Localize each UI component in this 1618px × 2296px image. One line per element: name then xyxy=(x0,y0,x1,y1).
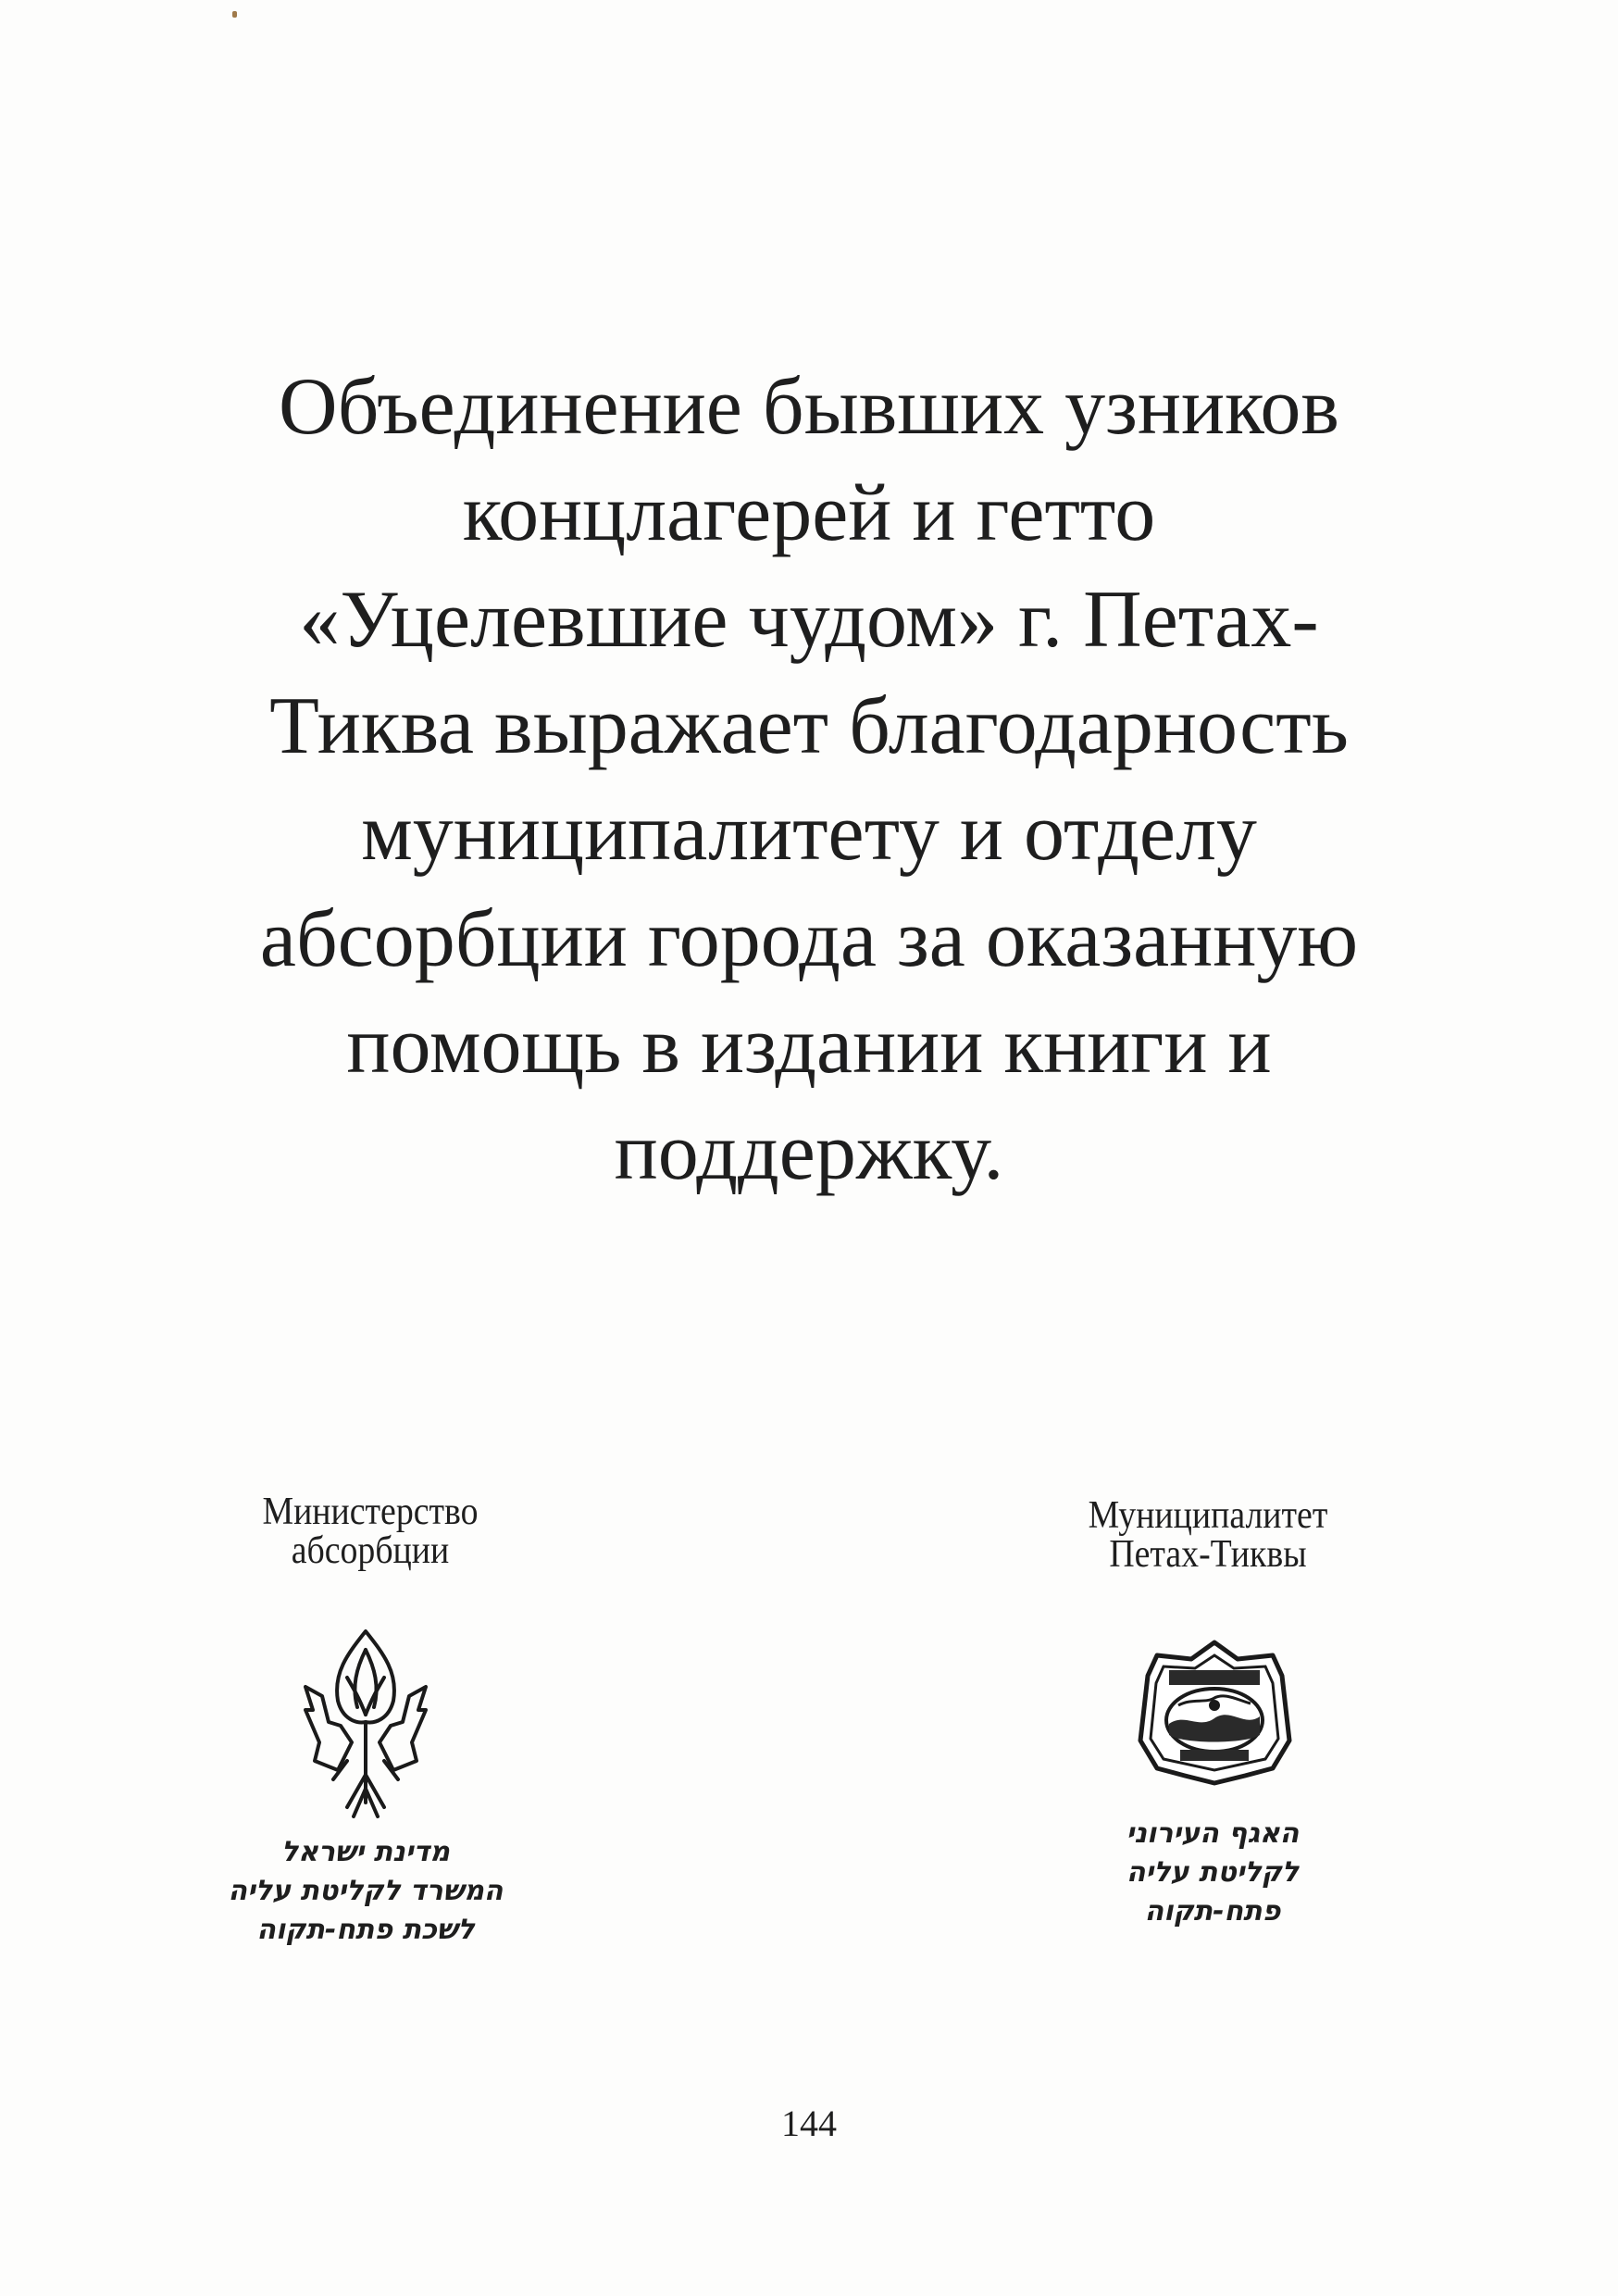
ministry-title-line: абсорбции xyxy=(291,1529,450,1572)
page-number: 144 xyxy=(781,2103,837,2144)
acknowledgement-line: абсорбции города за оказанную xyxy=(259,894,1359,984)
municipality-title-line: Петах-Тиквы xyxy=(1109,1533,1307,1576)
ministry-hebrew-line: המשרד לקליטת עליה xyxy=(228,1875,504,1907)
acknowledgement-line: Объединение бывших узников xyxy=(279,362,1339,452)
acknowledgement-line: Тиква выражает благодарность xyxy=(269,681,1349,771)
acknowledgement-line: «Уцелевшие чудом» г. Петах- xyxy=(299,575,1319,665)
ministry-title-line: Министерство xyxy=(262,1491,479,1533)
municipality-block xyxy=(1027,1496,1388,1574)
municipality-title-line: Муниципалитет xyxy=(1088,1494,1328,1537)
ministry-emblem-icon xyxy=(296,1622,435,1826)
acknowledgement-line: муниципалитету и отделу xyxy=(361,788,1257,878)
municipality-hebrew-line: האגף העירוני xyxy=(1126,1817,1300,1850)
municipality-hebrew-line: לקליטת עליה xyxy=(1126,1856,1300,1889)
municipality-hebrew-line: פתח-תקוה xyxy=(1144,1895,1281,1928)
acknowledgement-line: поддержку. xyxy=(614,1107,1004,1197)
ministry-absorption-block xyxy=(199,1492,541,1570)
municipality-title xyxy=(1046,1496,1371,1574)
acknowledgement-line: концлагерей и гетто xyxy=(462,468,1156,558)
acknowledgement-text xyxy=(111,354,1507,1205)
scan-speck xyxy=(232,11,237,18)
municipality-hebrew-stamp xyxy=(1074,1815,1351,1931)
ministry-hebrew-line: לשכת פתח-תקוה xyxy=(256,1914,475,1946)
acknowledgement-line: помощь в издании книги и xyxy=(346,1001,1272,1091)
municipality-shield-icon xyxy=(1134,1639,1296,1787)
ministry-hebrew-line: מדינת ישראל xyxy=(280,1836,451,1868)
ministry-title xyxy=(217,1492,525,1570)
ministry-hebrew-stamp xyxy=(194,1833,537,1950)
